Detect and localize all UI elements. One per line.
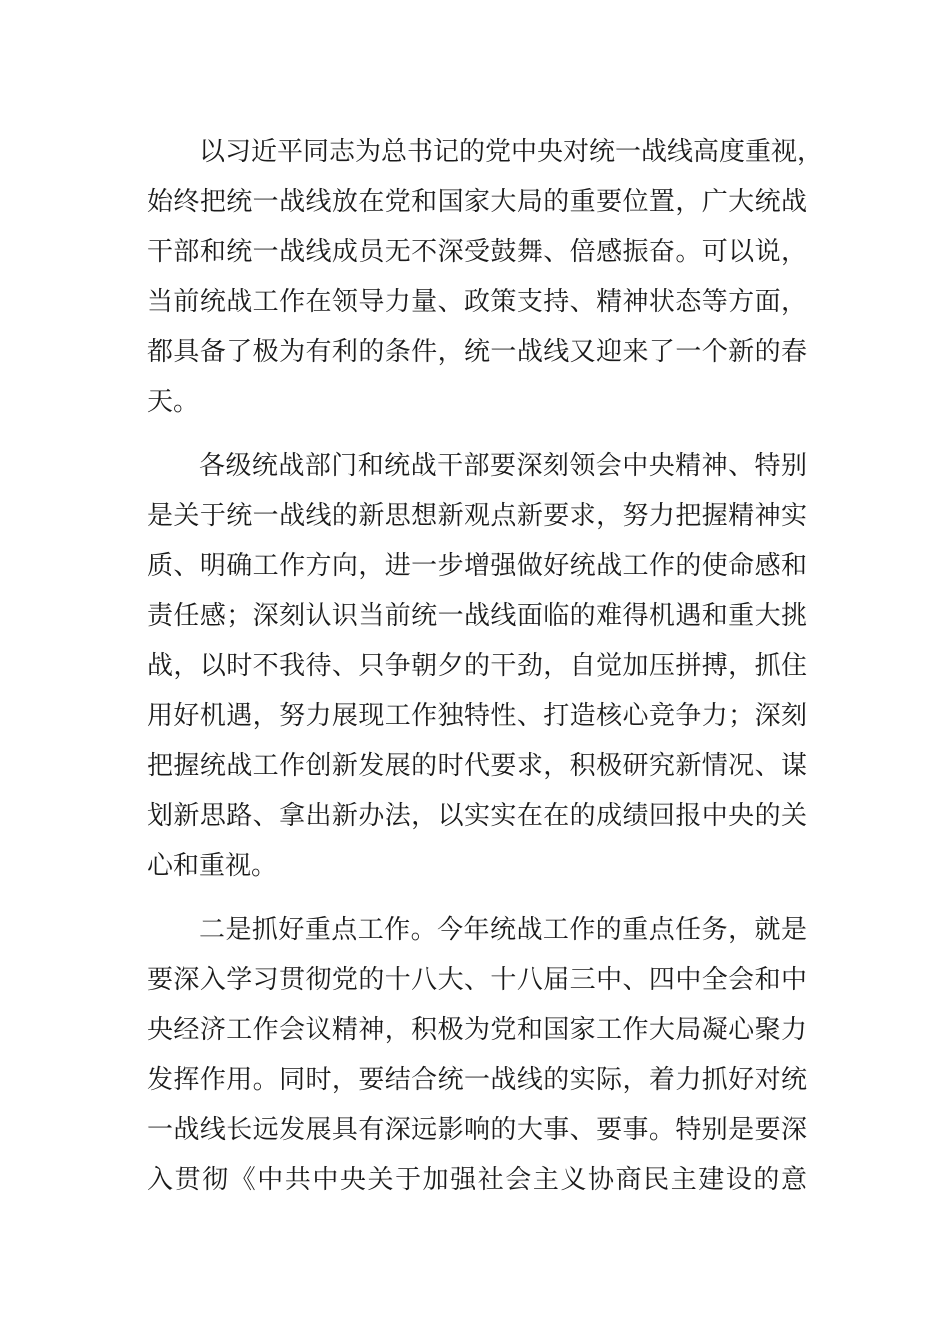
text-line: 用好机遇，努力展现工作独特性、打造核心竞争力；深刻 <box>147 701 807 731</box>
text-line: 质、明确工作方向，进一步增强做好统战工作的使命感和 <box>147 551 807 581</box>
text-line: 始终把统一战线放在党和国家大局的重要位置，广大统战 <box>147 187 807 217</box>
text-line: 战，以时不我待、只争朝夕的干劲，自觉加压拼搏，抓住 <box>147 651 807 681</box>
text-line: 是关于统一战线的新思想新观点新要求，努力把握精神实 <box>147 501 807 531</box>
text-line: 央经济工作会议精神，积极为党和国家工作大局凝心聚力 <box>147 1015 807 1045</box>
text-line: 把握统战工作创新发展的时代要求，积极研究新情况、谋 <box>147 751 807 781</box>
text-line: 当前统战工作在领导力量、政策支持、精神状态等方面， <box>147 287 807 317</box>
text-line: 一战线长远发展具有深远影响的大事、要事。特别是要深 <box>147 1115 807 1145</box>
text-line: 划新思路、拿出新办法，以实实在在的成绩回报中央的关 <box>147 801 807 831</box>
text-line: 天。 <box>147 387 200 417</box>
text-line: 二是抓好重点工作。今年统战工作的重点任务，就是 <box>199 915 807 945</box>
text-line: 责任感；深刻认识当前统一战线面临的难得机遇和重大挑 <box>147 601 807 631</box>
text-line: 都具备了极为有利的条件，统一战线又迎来了一个新的春 <box>147 337 807 367</box>
text-line: 发挥作用。同时，要结合统一战线的实际，着力抓好对统 <box>147 1065 807 1095</box>
text-line: 各级统战部门和统战干部要深刻领会中央精神、特别 <box>199 451 807 481</box>
text-line: 心和重视。 <box>147 851 278 881</box>
text-line: 以习近平同志为总书记的党中央对统一战线高度重视， <box>199 137 824 167</box>
text-line: 干部和统一战线成员无不深受鼓舞、倍感振奋。可以说， <box>147 237 807 267</box>
text-line: 要深入学习贯彻党的十八大、十八届三中、四中全会和中 <box>147 965 807 995</box>
text-line: 入贯彻《中共中央关于加强社会主义协商民主建设的意 <box>147 1165 807 1195</box>
